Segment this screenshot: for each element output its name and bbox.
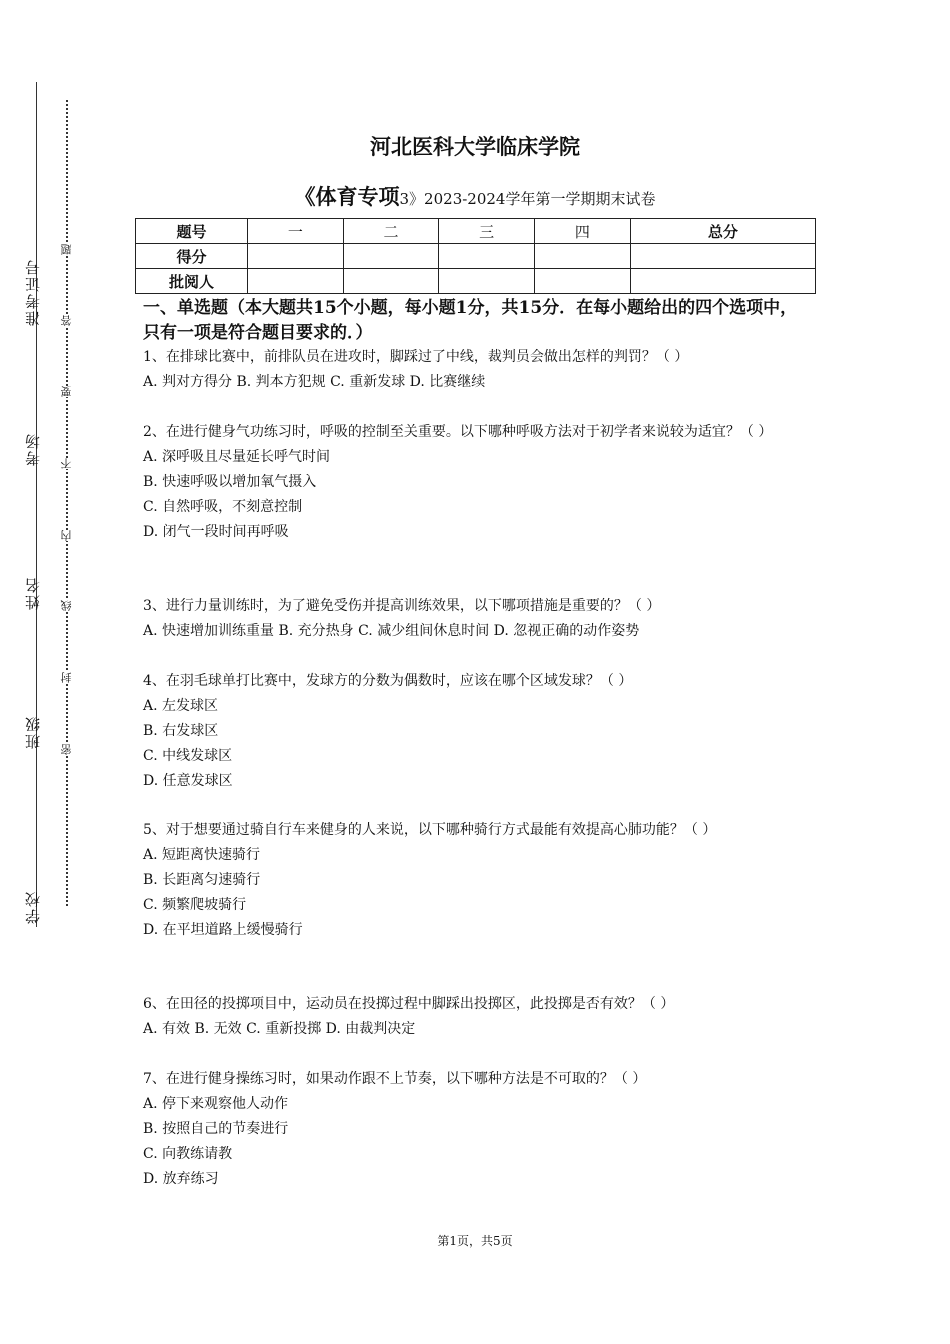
question-5 — [143, 818, 813, 943]
question-4 — [143, 669, 813, 794]
question-stem: 4、在羽毛球单打比赛中，发球方的分数为偶数时，应该在哪个区域发球？（ ） — [143, 673, 633, 689]
exam-number-label: 准考证号 — [24, 258, 42, 326]
seal-char: 不 — [60, 458, 73, 469]
score-cell — [630, 244, 815, 269]
option: C. 自然呼吸，不刻意控制 — [143, 499, 303, 515]
question-stem: 7、在进行健身操练习时，如果动作跟不上节奏，以下哪种方法是不可取的？（ ） — [143, 1071, 647, 1087]
reviewer-cell — [535, 269, 631, 294]
class-label: 班级 — [24, 715, 42, 749]
question-stem: 1、在排球比赛中，前排队员在进攻时，脚踩过了中线，裁判员会做出怎样的判罚？（ ） — [143, 349, 689, 365]
question-options: A. 有效 B. 无效 C. 重新投掷 D. 由裁判决定 — [143, 1021, 416, 1037]
seal-char: 答 — [60, 315, 73, 326]
question-stem: 3、进行力量训练时，为了避免受伤并提高训练效果，以下哪项措施是重要的？（ ） — [143, 598, 661, 614]
header-cell: 总分 — [630, 219, 815, 244]
question-options: A. 判对方得分 B. 判本方犯规 C. 重新发球 D. 比赛继续 — [143, 374, 486, 390]
question-2 — [143, 420, 813, 545]
header-cell: 四 — [535, 219, 631, 244]
score-table-header-row — [136, 219, 816, 244]
option: B. 右发球区 — [143, 723, 219, 739]
school-title: 河北医科大学临床学院 — [370, 135, 580, 159]
option: B. 长距离匀速骑行 — [143, 872, 261, 888]
option: A. 左发球区 — [143, 698, 219, 714]
header-cell: 二 — [343, 219, 439, 244]
score-cell — [535, 244, 631, 269]
option: C. 向教练请教 — [143, 1146, 233, 1162]
seal-char: 线 — [60, 600, 73, 611]
header-cell: 一 — [248, 219, 344, 244]
option: B. 按照自己的节奏进行 — [143, 1121, 289, 1137]
page-footer: 第1页，共5页 — [437, 1234, 513, 1248]
reviewer-cell — [630, 269, 815, 294]
question-1 — [143, 345, 813, 395]
exam-term: 3》2023-2024学年第一学期期末试卷 — [399, 190, 656, 208]
option: A. 停下来观察他人动作 — [143, 1096, 289, 1112]
header-cell: 三 — [439, 219, 535, 244]
subject-name: 《体育专项 — [294, 185, 400, 209]
option: D. 任意发球区 — [143, 773, 233, 789]
seal-char: 密 — [60, 744, 73, 755]
option: D. 放弃练习 — [143, 1171, 219, 1187]
option: D. 在平坦道路上缓慢骑行 — [143, 922, 303, 938]
question-3 — [143, 594, 813, 644]
question-options: A. 快速增加训练重量 B. 充分热身 C. 减少组间休息时间 D. 忽视正确的动作姿势 — [143, 623, 640, 639]
option: A. 深呼吸且尽量延长呼气时间 — [143, 449, 331, 465]
question-stem: 5、对于想要通过骑自行车来健身的人来说，以下哪种骑行方式最能有效提高心肺功能？（ ） — [143, 822, 717, 838]
school-label: 学校 — [24, 890, 42, 924]
row-label: 批阅人 — [136, 269, 248, 294]
question-7 — [143, 1067, 813, 1192]
question-stem: 2、在进行健身气功练习时，呼吸的控制至关重要。以下哪种呼吸方法对于初学者来说较为适宜？（ ） — [143, 424, 773, 440]
exam-title — [0, 181, 950, 211]
reviewer-cell — [248, 269, 344, 294]
score-table — [135, 218, 816, 294]
question-6 — [143, 992, 813, 1042]
section-heading: 一、单选题（本大题共15个小题，每小题1分，共15分．在每小题给出的四个选项中，只有一项是符合题目要求的．） — [143, 298, 798, 343]
reviewer-cell — [343, 269, 439, 294]
seal-char: 内 — [60, 530, 73, 541]
reviewer-cell — [439, 269, 535, 294]
score-cell — [343, 244, 439, 269]
reviewer-row — [136, 269, 816, 294]
seal-char: 要 — [60, 386, 73, 397]
option: B. 快速呼吸以增加氧气摄入 — [143, 474, 317, 490]
score-row — [136, 244, 816, 269]
option: C. 中线发球区 — [143, 748, 233, 764]
option: C. 频繁爬坡骑行 — [143, 897, 247, 913]
score-cell — [439, 244, 535, 269]
exam-room-label: 考场 — [24, 432, 42, 466]
seal-char: 题 — [60, 244, 73, 255]
seal-char: 封 — [60, 672, 73, 683]
option: D. 闭气一段时间再呼吸 — [143, 524, 289, 540]
option: A. 短距离快速骑行 — [143, 847, 261, 863]
header-cell: 题号 — [136, 219, 248, 244]
row-label: 得分 — [136, 244, 248, 269]
seal-dotted-line — [66, 100, 68, 906]
score-cell — [248, 244, 344, 269]
name-label: 姓名 — [24, 576, 42, 610]
question-stem: 6、在田径的投掷项目中，运动员在投掷过程中脚踩出投掷区，此投掷是否有效？（ ） — [143, 996, 675, 1012]
